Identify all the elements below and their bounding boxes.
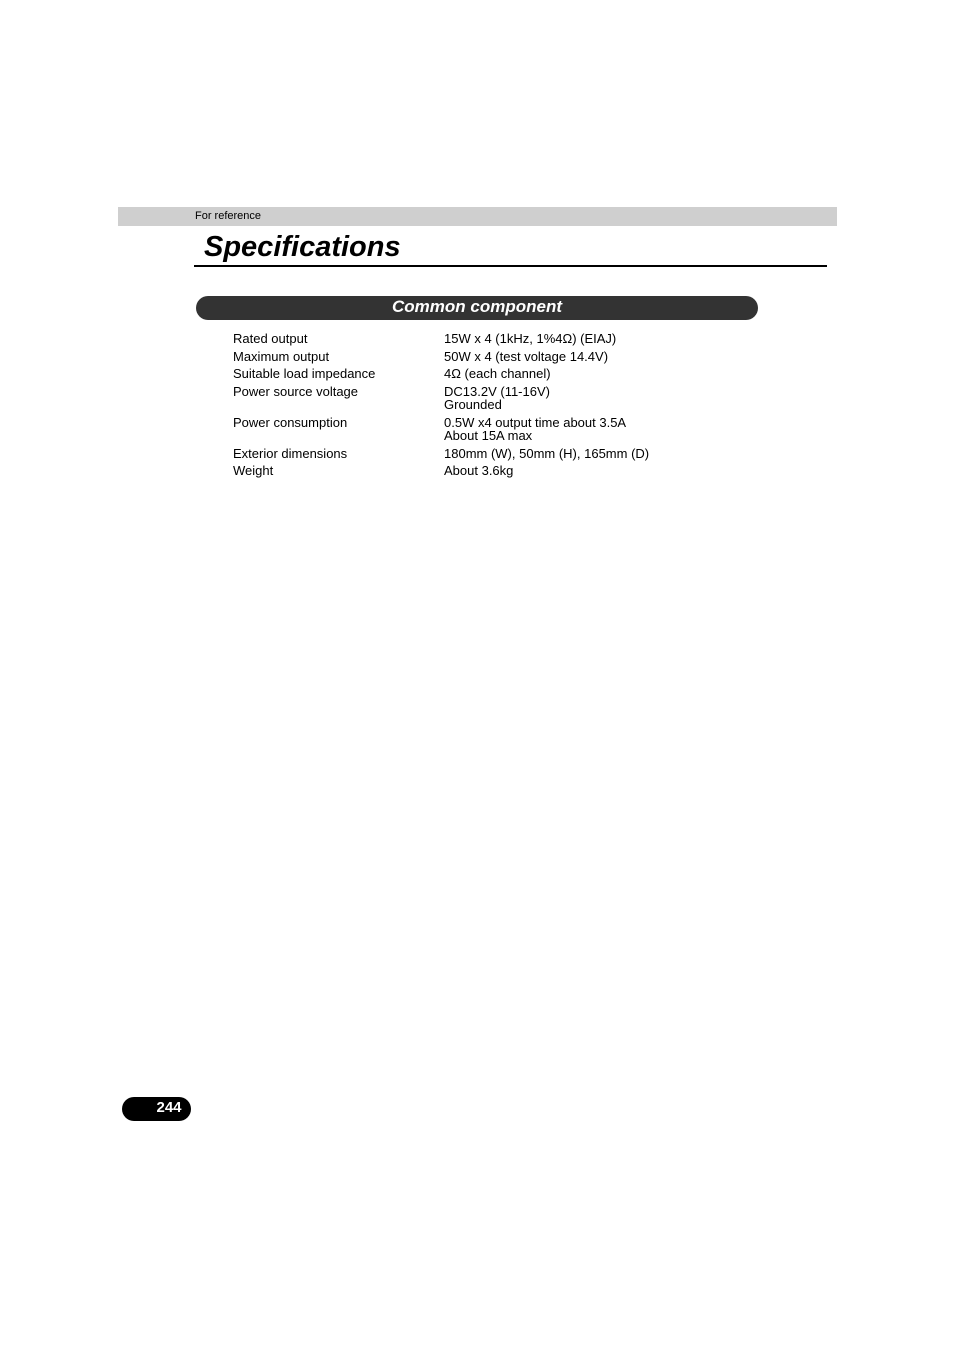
spec-row — [233, 367, 713, 381]
spec-row — [233, 385, 713, 412]
spec-row — [233, 416, 713, 443]
page-number: 244 — [156, 1099, 182, 1116]
spec-label: Weight — [233, 463, 274, 478]
spec-value — [444, 447, 713, 461]
spec-value-line: 15W x 4 (1kHz, 1%4Ω) (EIAJ) — [444, 331, 617, 346]
spec-value — [444, 350, 713, 364]
spec-value-line: About 15A max — [444, 428, 533, 443]
spec-row — [233, 464, 713, 478]
spec-label: Maximum output — [233, 348, 330, 364]
spec-label: Power source voltage — [233, 383, 359, 399]
page-title: Specifications — [204, 231, 401, 263]
spec-row — [233, 350, 713, 364]
section-title: Common component — [392, 297, 562, 316]
spec-label: Exterior dimensions — [233, 445, 348, 461]
spec-value-line: 0.5W x4 output time about 3.5A — [444, 414, 627, 430]
spec-value — [444, 464, 713, 478]
spec-value-line: Grounded — [444, 397, 502, 412]
spec-value — [444, 385, 713, 412]
title-rule — [194, 265, 827, 267]
spec-value-line: 50W x 4 (test voltage 14.4V) — [444, 348, 609, 364]
section-label: For reference — [195, 210, 262, 222]
spec-value — [444, 416, 713, 443]
spec-row — [233, 332, 713, 346]
spec-value — [444, 367, 713, 381]
spec-value-line: DC13.2V (11-16V) — [444, 383, 550, 399]
spec-row — [233, 447, 713, 461]
spec-value — [444, 332, 713, 346]
spec-value-line: About 3.6kg — [444, 463, 514, 478]
spec-label: Rated output — [233, 331, 308, 346]
spec-value-line: 180mm (W), 50mm (H), 165mm (D) — [444, 445, 650, 461]
spec-list — [233, 332, 713, 482]
spec-value-line: 4Ω (each channel) — [444, 366, 551, 381]
spec-label: Power consumption — [233, 414, 348, 430]
spec-label: Suitable load impedance — [233, 366, 376, 381]
